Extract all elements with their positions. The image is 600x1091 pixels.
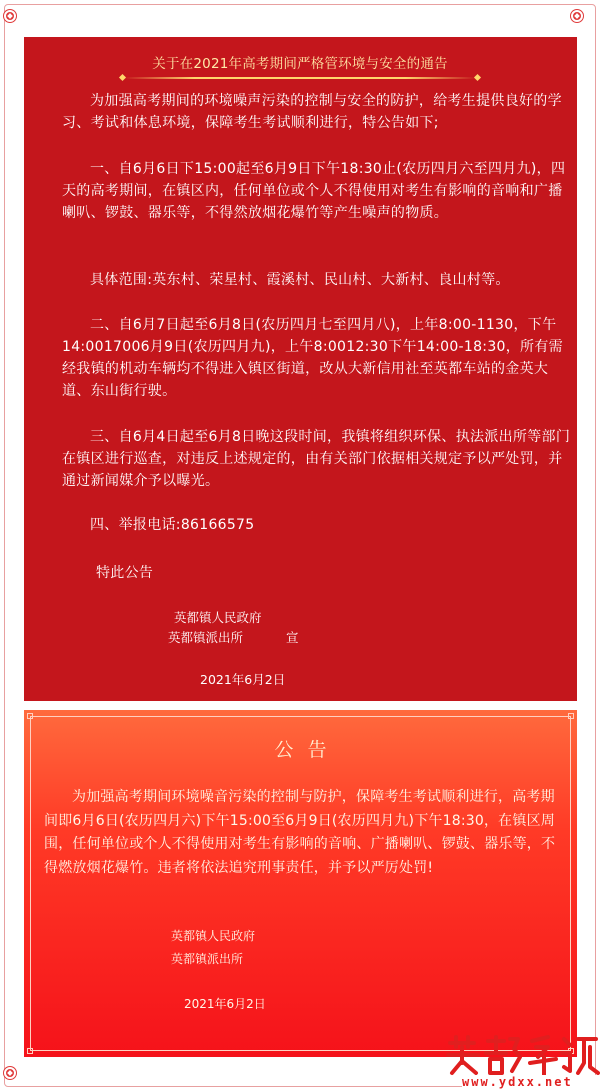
notice-panel-summary: [24, 710, 577, 1057]
notice-closing: 特此公告: [96, 565, 154, 581]
corner-ornament-icon: [4, 10, 16, 22]
notice-intro: 为加强高考期间的环境噪声污染的控制与安全的防护，给考生提供良好的学习、考试和体息环境，保障考生考试顺利进行，特公告如下;: [62, 93, 562, 131]
notice-panel-main: [24, 37, 577, 701]
notice-date: 2021年6月2日: [200, 672, 286, 687]
issuer-suffix: 宣: [286, 630, 299, 645]
site-url: www.ydxx.net: [462, 1075, 600, 1091]
decorative-border: [30, 716, 571, 1051]
corner-ornament-icon: [571, 10, 583, 22]
notice-title-banner: [124, 51, 476, 79]
summary-issuer-police: 英都镇派出所: [171, 952, 244, 966]
issuer-police: 英都镇派出所: [168, 630, 244, 645]
border-corner-icon: [27, 1048, 33, 1054]
corner-ornament-icon: [4, 1067, 16, 1079]
site-logo-icon: [444, 1033, 600, 1077]
notice-item-3: 三、自6月4日起至6月8日晚这段时间，我镇将组织环保、执法派出所等部门在镇区进行巡查，对违反上述规定的，由有关部门依据相关规定予以严处罚，并通过新闻媒介予以曝光。: [62, 429, 571, 489]
title-underline: [124, 77, 476, 79]
notice-title: 关于在2021年高考期间严格管环境与安全的通告: [152, 56, 448, 72]
notice-scope: 具体范围:英东村、荣星村、霞溪村、民山村、大新村、良山村等。: [90, 272, 510, 288]
issuer-government: 英都镇人民政府: [174, 610, 262, 625]
summary-body: 为加强高考期间环境噪音污染的控制与防护，保障考生考试顺利进行，高考期间即6月6日(农历四月六)下午15:00至6月9日(农历四月九)下午18:30，在镇区周围，任何单位或个人不得使用对考生有影响的音响、广播喇叭、锣鼓、器乐等，不得燃放烟花爆竹。违者将依法追究刑事责任，并予以严厉处罚!: [44, 789, 556, 876]
notice-item-2: 二、自6月7日起至6月8日(农历四月七至四月八)，上年8:00-1130，下午14:0017006月9日(农历四月九)，上午8:0012:30下午14:00-18:30，所有需经我镇的机动车辆均不得进入镇区街道，改从大新信用社至英都车站的金英大道、东山街行驶。: [62, 317, 563, 399]
border-corner-icon: [27, 713, 33, 719]
summary-date: 2021年6月2日: [184, 997, 266, 1011]
summary-title: 公告: [274, 739, 341, 761]
border-corner-icon: [568, 713, 574, 719]
notice-item-4: 四、举报电话:86166575: [90, 517, 255, 533]
summary-issuer-government: 英都镇人民政府: [171, 929, 256, 943]
notice-item-1: 一、自6月6日下15:00起至6月9日下午18:30止(农历四月六至四月九)，四天的高考期间，在镇区内，任何单位或个人不得使用对考生有影响的音响和广播喇叭、锣鼓、器乐等，不得然放烟花爆竹等产生噪声的物质。: [62, 161, 566, 221]
